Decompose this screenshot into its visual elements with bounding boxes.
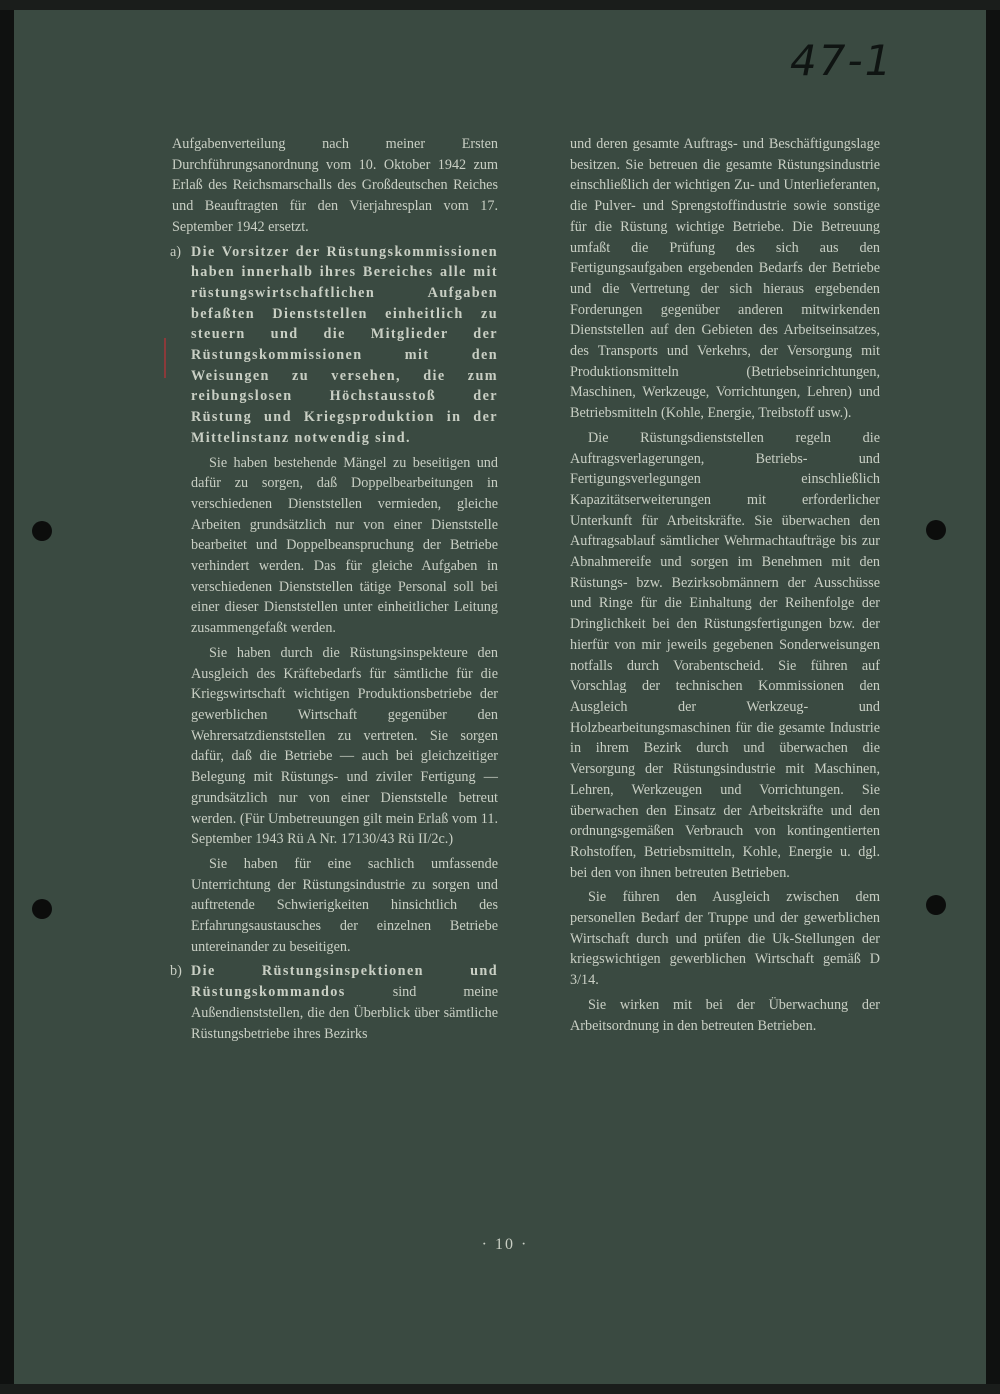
punch-hole: [926, 895, 946, 915]
paragraph: und deren gesamte Auftrags- und Beschäftigungslage besitzen. Sie betreuen die gesamte Rüstungsindustrie einschließlich der wichtigen Zu- und Unterlieferanten, die Pulver- und Sprengstoffindustrie sowie sonstige für die Rüstung wichtige Betriebe. Die Betreuung umfaßt die Prüfung des sich aus den Fertigungsaufgaben ergebenden Bedarfs der Betriebe und die Vertretung der sich hieraus ergebenden Forderungen gegenüber anderen mitwirkenden Dienststellen auf den Gebieten des Arbeitseinsatzes, des Transports und Verkehrs, der Versorgung mit Produktionsmitteln (Betriebseinrichtungen, Maschinen, Werkzeuge, Vorrichtungen, Lehren) und Betriebsmitteln (Kohle, Energie, Treibstoff usw.).: [570, 136, 880, 422]
paragraph-b-bold: Die Rüstungsinspektionen und Rüstungskommandos: [191, 963, 498, 1001]
red-pencil-margin-mark: [164, 338, 166, 378]
paragraph: Sie führen den Ausgleich zwischen dem personellen Bedarf der Truppe und der gewerblichen Wirtschaft durch und prüfen die Uk-Stellungen der kriegswichtigen gewerblichen Wirtschaft gemäß D 3/14.: [570, 889, 880, 989]
text-column-left: [172, 134, 498, 1044]
paragraph-b: [191, 961, 498, 1044]
paragraph-a-bold: Die Vorsitzer der Rüstungskommissionen haben innerhalb ihres Bereiches alle mit rüstungswirtschaftlichen Aufgaben befaßten Dienststellen einheitlich zu steuern und die Mitglieder der Rüstungskommissionen mit den Weisungen zu versehen, die zum reibungslosen Höchstausstoß der Rüstung und Kriegsproduktion in der Mittelinstanz notwendig sind.: [191, 243, 498, 446]
paragraph: Die Rüstungsdienststellen regeln die Auftragsverlagerungen, Betriebs- und Fertigungsverlegungen einschließlich Kapazitätserweiterungen mit erforderlicher Unterkunft für Arbeitskräfte. Sie überwachen den Auftragsablauf sämtlicher Wehrmachtaufträge bis zur Abnahmereife und sorgen im Benehmen mit den Rüstungs- bzw. Bezirksobmännern der Ausschüsse und Ringe für die Einhaltung der Reihenfolge der Dringlichkeit bei den Rüstungsfertigungen bzw. der hierfür von mir jeweils gegebenen Sonderweisungen notfalls durch Vorabentscheid. Sie führen auf Vorschlag der technischen Kommissionen den Ausgleich der Werkzeug- und Holzbearbeitungsmaschinen für die gesamte Industrie in ihrem Bezirk durch und überwachen die Versorgung der Rüstungsindustrie mit Maschinen, Lehren, Werkzeugen und Vorrichtungen. Sie überwachen den Einsatz der Arbeitskräfte und den ordnungsgemäßen Verbrauch von kontingentierten Rohstoffen, Betriebsmitteln, Kohle, Energie u. dgl. bei den von ihnen betreuten Betrieben.: [570, 429, 880, 881]
scan-edge-top: [0, 0, 1000, 10]
intro-paragraph: Aufgabenverteilung nach meiner Ersten Durchführungsanordnung vom 10. Oktober 1942 zum Erlaß des Reichsmarschalls des Großdeutschen Reiches und Beauftragten für den Vierjahresplan vom 17. September 1942 ersetzt.: [172, 136, 498, 235]
text-column-right: [570, 134, 880, 1036]
list-item-b: [172, 961, 498, 1044]
paragraph-b-text: sind meine Außendienststellen, die den Überblick über sämtliche Rüstungsbetriebe ihres Bezirks: [191, 984, 498, 1042]
list-item-a: [172, 242, 498, 958]
handwritten-folio-number: 47-1: [790, 36, 894, 85]
page-number: · 10 ·: [481, 1236, 529, 1253]
paragraph: Sie haben durch die Rüstungsinspekteure den Ausgleich des Kräftebedarfs für sämtliche für die Kriegswirtschaft wichtigen Produktionsbetriebe der gewerblichen Wirtschaft gegenüber den Wehrersatzdienststellen zu vertreten. Sie sorgen dafür, daß die Betriebe — auch bei gleichzeitiger Belegung mit Rüstungs- und ziviler Fertigung — grundsätzlich nur von einer Dienststelle betreut werden. (Für Umbetreuungen gilt mein Erlaß vom 11. September 1943 Rü A Nr. 17130/43 Rü II/2c.): [191, 644, 498, 848]
scan-edge-bottom: [0, 1384, 1000, 1394]
punch-hole: [32, 521, 52, 541]
paragraph: Sie wirken mit bei der Überwachung der Arbeitsordnung in den betreuten Betrieben.: [570, 996, 880, 1034]
punch-hole: [32, 899, 52, 919]
paragraph: Sie haben bestehende Mängel zu beseitigen und dafür zu sorgen, daß Doppelbearbeitungen in verschiedenen Dienststellen vermieden, gleiche Arbeiten grundsätzlich nur von einer Dienststelle bearbeitet und Doppelbeanspruchung der Betriebe verhindert werden. Das für gleiche Aufgaben in verschiedenen Dienststellen tätige Personal soll bei einer dieser Dienststellen unter einheitlicher Leitung zusammengefaßt werden.: [191, 454, 498, 637]
list-label-a: a): [170, 243, 182, 260]
punch-hole: [926, 520, 946, 540]
paragraph: Sie haben für eine sachlich umfassende Unterrichtung der Rüstungsindustrie zu sorgen und auftretende Schwierigkeiten hinsichtlich des Erfahrungsaustausches der einzelnen Betriebe untereinander zu beseitigen.: [191, 855, 498, 955]
list-label-b: b): [170, 963, 182, 980]
